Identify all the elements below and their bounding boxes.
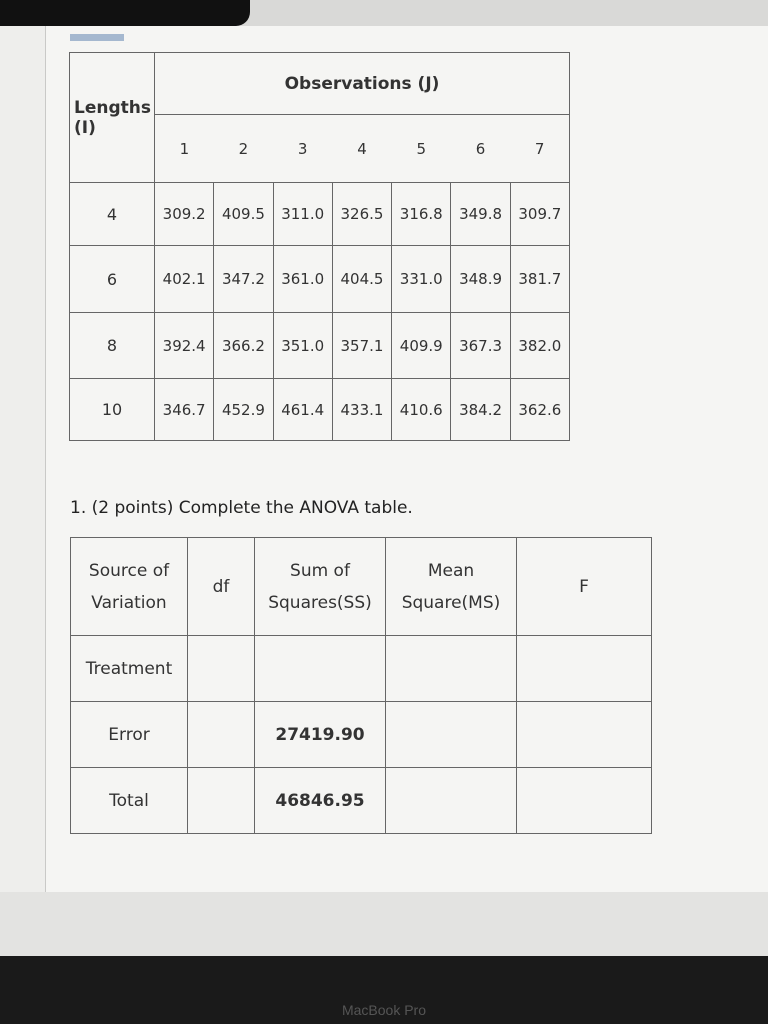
observation-value: 311.0 <box>273 183 332 246</box>
observation-value: 348.9 <box>451 246 510 313</box>
source-header: Source of Variation <box>71 538 188 636</box>
observation-value: 433.1 <box>332 379 391 441</box>
df-cell <box>188 636 255 702</box>
column-label: 3 <box>273 115 332 183</box>
table-row <box>71 702 652 768</box>
observation-value: 331.0 <box>392 246 451 313</box>
ss-cell: 27419.90 <box>255 702 386 768</box>
table-row <box>71 636 652 702</box>
observation-value: 384.2 <box>451 379 510 441</box>
observation-value: 382.0 <box>510 313 569 379</box>
ms-cell <box>386 636 517 702</box>
length-value: 10 <box>70 379 155 441</box>
table-row <box>70 246 570 313</box>
column-label: 2 <box>214 115 273 183</box>
source-label: Total <box>71 768 188 834</box>
device-label: MacBook Pro <box>341 1002 427 1018</box>
observation-value: 402.1 <box>155 246 214 313</box>
column-label: 1 <box>155 115 214 183</box>
observation-value: 346.7 <box>155 379 214 441</box>
column-label: 4 <box>332 115 391 183</box>
length-value: 4 <box>70 183 155 246</box>
observation-value: 357.1 <box>332 313 391 379</box>
observation-value: 361.0 <box>273 246 332 313</box>
df-cell <box>188 702 255 768</box>
observation-value: 347.2 <box>214 246 273 313</box>
length-value: 6 <box>70 246 155 313</box>
observation-value: 392.4 <box>155 313 214 379</box>
observations-table <box>69 52 570 441</box>
column-label: 7 <box>510 115 569 183</box>
screen-bottom-band <box>0 892 768 956</box>
observations-header: Observations (J) <box>155 53 570 115</box>
observation-value: 316.8 <box>392 183 451 246</box>
length-value: 8 <box>70 313 155 379</box>
ss-cell: 46846.95 <box>255 768 386 834</box>
f-header: F <box>517 538 652 636</box>
ms-header: Mean Square(MS) <box>386 538 517 636</box>
table-row <box>70 183 570 246</box>
observation-value: 362.6 <box>510 379 569 441</box>
ss-cell <box>255 636 386 702</box>
column-label: 5 <box>392 115 451 183</box>
ss-header: Sum of Squares(SS) <box>255 538 386 636</box>
observation-value: 366.2 <box>214 313 273 379</box>
source-label: Treatment <box>71 636 188 702</box>
question-text: 1. (2 points) Complete the ANOVA table. <box>70 498 413 518</box>
observation-value: 309.7 <box>510 183 569 246</box>
f-cell <box>517 768 652 834</box>
observation-value: 326.5 <box>332 183 391 246</box>
column-label: 6 <box>451 115 510 183</box>
f-cell <box>517 636 652 702</box>
header-strip <box>70 34 124 41</box>
observation-value: 381.7 <box>510 246 569 313</box>
lengths-header: Lengths (I) <box>70 53 155 183</box>
observation-value: 351.0 <box>273 313 332 379</box>
table-row <box>71 768 652 834</box>
ms-cell <box>386 702 517 768</box>
observation-value: 409.9 <box>392 313 451 379</box>
source-label: Error <box>71 702 188 768</box>
observation-value: 410.6 <box>392 379 451 441</box>
anova-header-row <box>71 538 652 636</box>
redacted-area <box>0 0 250 26</box>
observation-value: 309.2 <box>155 183 214 246</box>
anova-table <box>70 537 652 834</box>
observation-value: 461.4 <box>273 379 332 441</box>
ms-cell <box>386 768 517 834</box>
observation-value: 349.8 <box>451 183 510 246</box>
observation-value: 367.3 <box>451 313 510 379</box>
observation-value: 452.9 <box>214 379 273 441</box>
table-row <box>70 313 570 379</box>
observation-value: 409.5 <box>214 183 273 246</box>
observation-value: 404.5 <box>332 246 391 313</box>
f-cell <box>517 702 652 768</box>
df-cell <box>188 768 255 834</box>
df-header: df <box>188 538 255 636</box>
table-row <box>70 379 570 441</box>
